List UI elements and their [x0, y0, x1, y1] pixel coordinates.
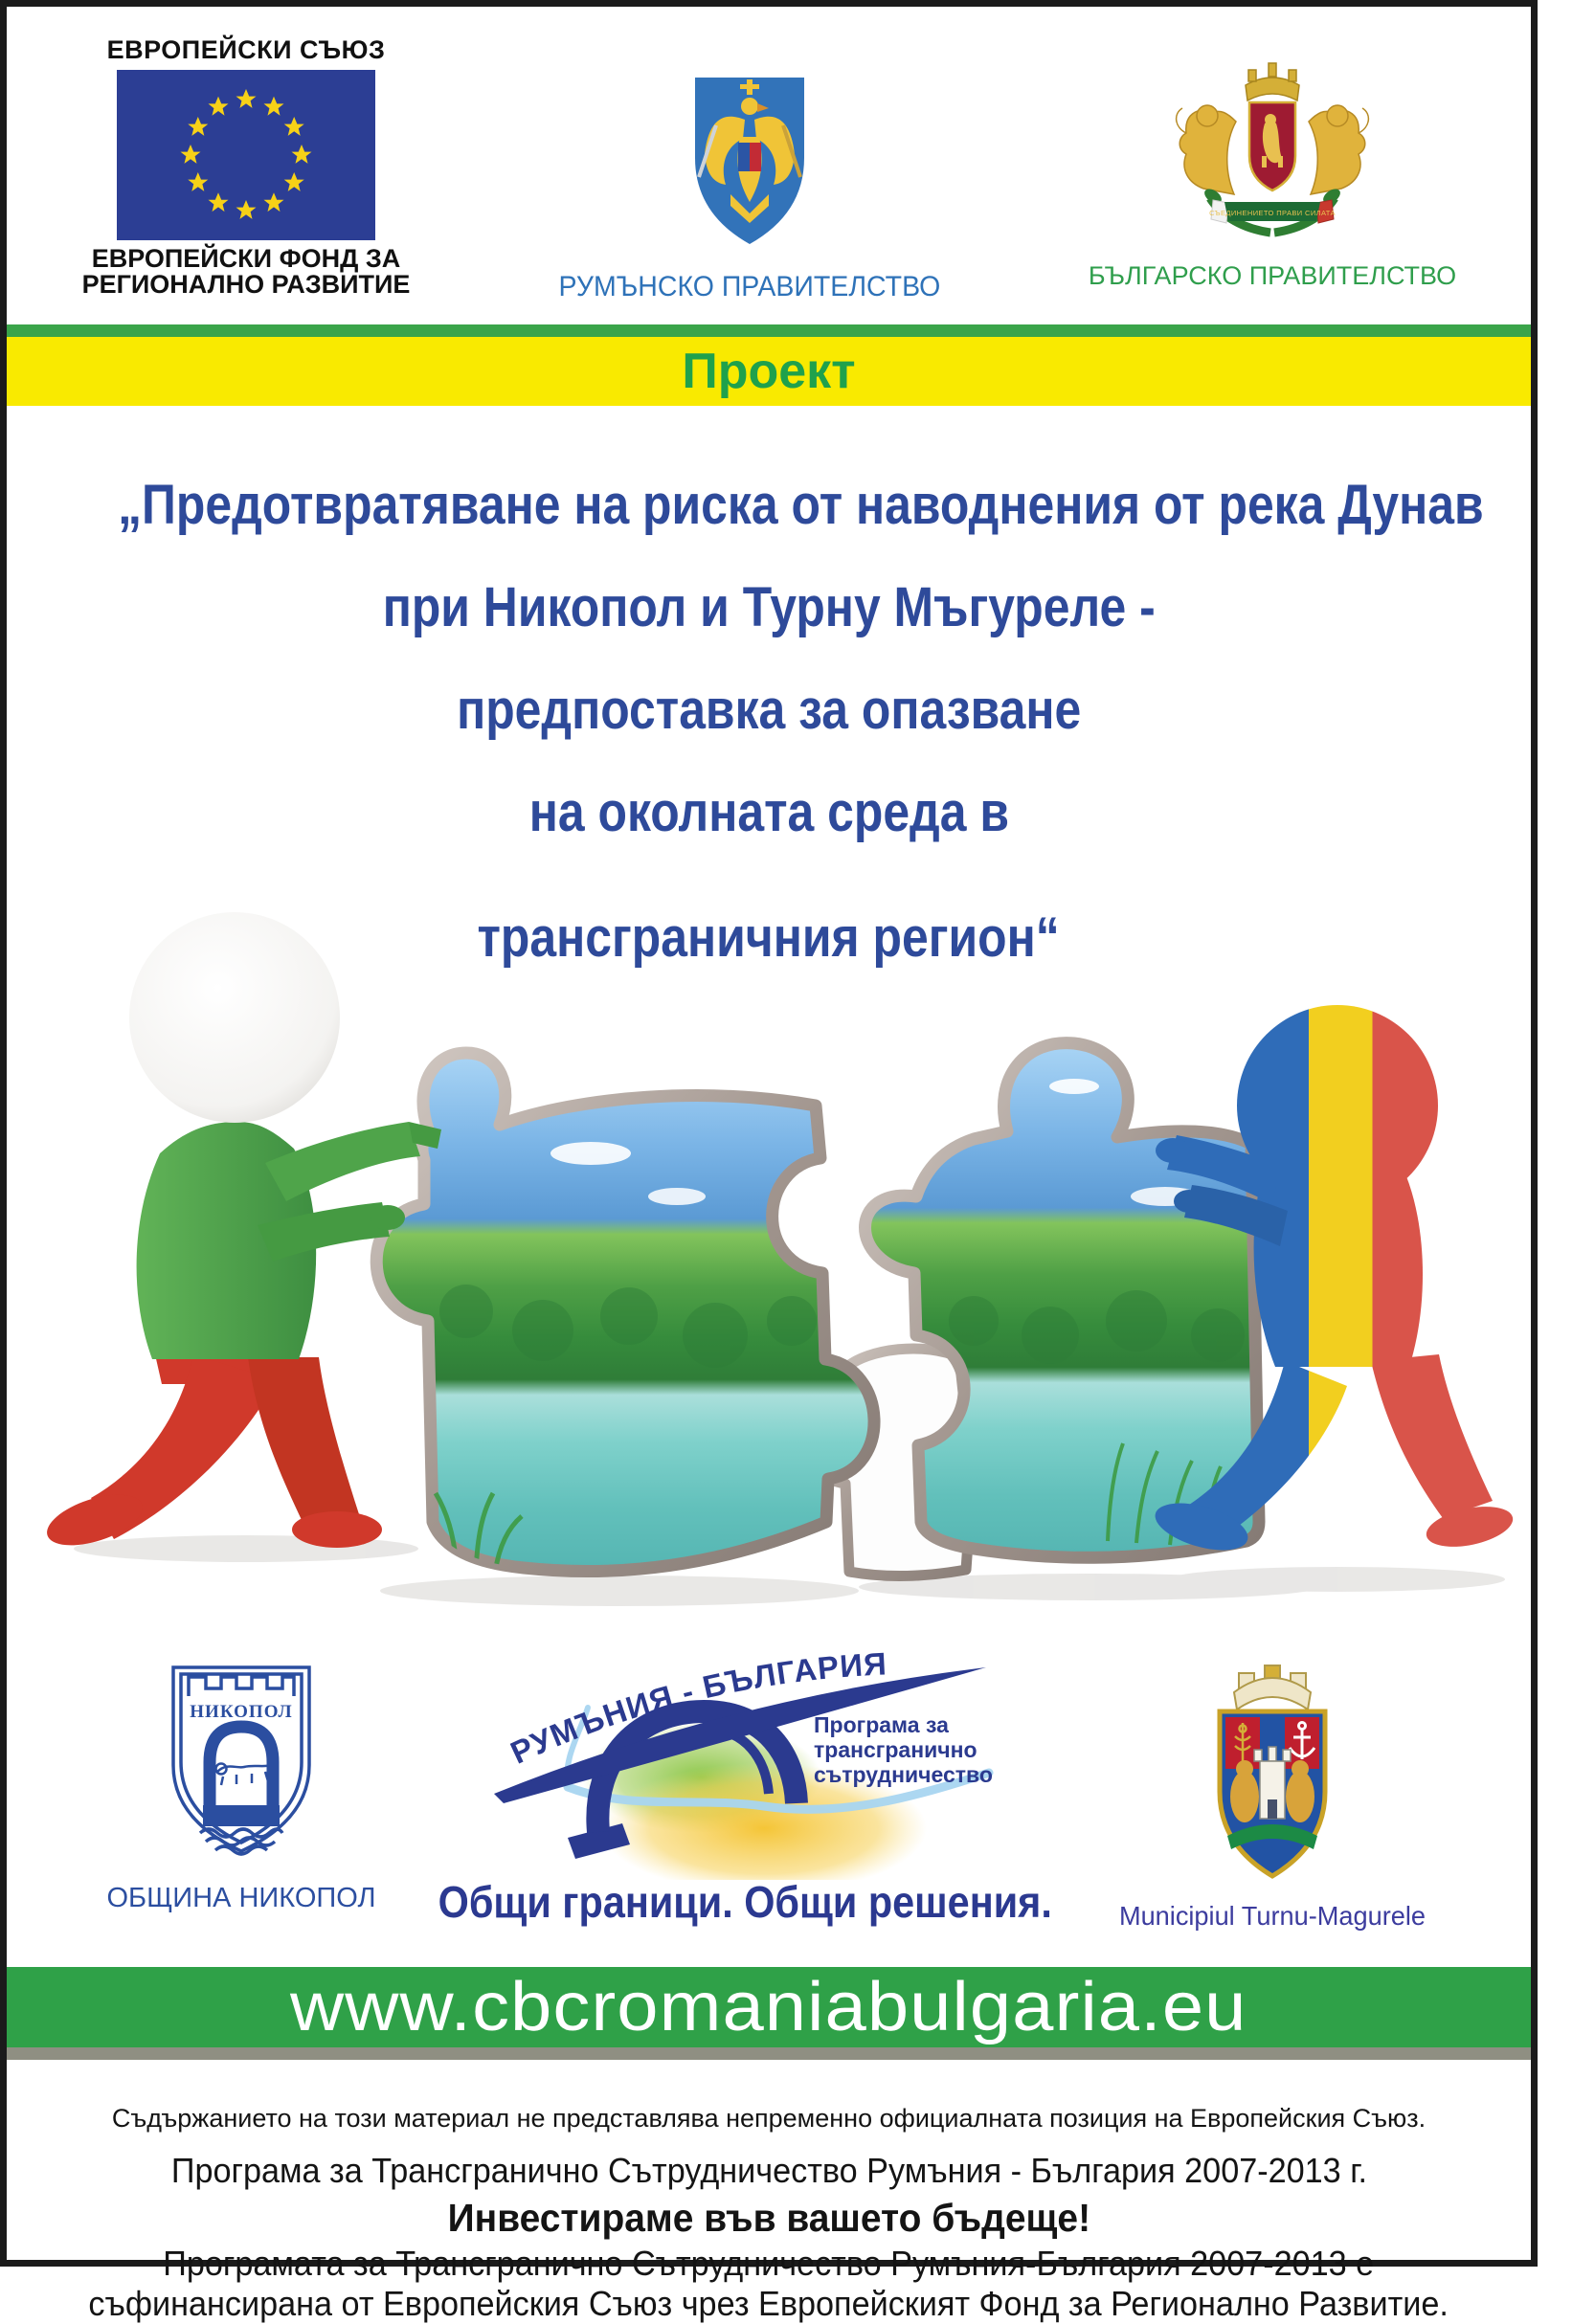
puzzle-illustration — [7, 906, 1531, 1637]
nikopol-coat-of-arms — [160, 1662, 323, 1858]
bulgarian-government-label: БЪЛГАРСКО ПРАВИТЕЛСТВО — [1088, 261, 1457, 290]
title-line-2: при Никопол и Турну Мъгуреле - — [382, 576, 1156, 638]
nikopol-label: ОБЩИНА НИКОПОЛ — [106, 1883, 376, 1913]
bulgaria-figure — [41, 912, 441, 1555]
nikopol-shield-text: НИКОПОЛ — [190, 1702, 293, 1722]
gray-divider-strip — [7, 2047, 1531, 2060]
bulgarian-motto-text: СЪЕДИНЕНИЕТО ПРАВИ СИЛАТА — [1209, 209, 1336, 217]
program-arc-label: РУМЪНИЯ - БЪЛГАРИЯ — [505, 1645, 888, 1771]
website-url: www.cbcromaniabulgaria.eu — [290, 1969, 1247, 2045]
ground-shadows — [74, 1535, 1505, 1606]
program-slogan: Общи граници. Общи решения. — [438, 1877, 1052, 1927]
turnu-magurele-coat-of-arms — [1191, 1648, 1354, 1888]
footer-funding-line-2: съфинансирана от Европейския Съюз чрез Европейският Фонд за Регионално Развитие. — [88, 2284, 1449, 2323]
program-subtitle-1: Програма за — [814, 1712, 949, 1737]
turnu-magurele-block — [1095, 1637, 1449, 1967]
footer-disclaimer: Съдържанието на този материал не представлява непременно официалната позиция на Европейския Съюз. — [111, 2104, 1427, 2133]
project-banner-label: Проект — [682, 344, 856, 399]
eu-union-label: ЕВРОПЕЙСКИ СЪЮЗ — [106, 35, 386, 64]
footer-slogan: Инвестираме във вашето бъдеще! — [447, 2196, 1090, 2240]
footer-text — [7, 2060, 1531, 2324]
right-puzzle-piece — [865, 1043, 1260, 1558]
romanian-government-label: РУМЪНСКО ПРАВИТЕЛСТВО — [558, 271, 941, 302]
green-divider-strip — [7, 324, 1531, 337]
cbc-program-block — [438, 1637, 1051, 1967]
project-title — [7, 406, 1531, 909]
program-subtitle-3: сътрудничество — [814, 1762, 993, 1787]
romanian-government-block — [549, 7, 951, 324]
title-line-3: предпоставка за опазване — [456, 679, 1082, 741]
header-logos — [7, 7, 1531, 324]
program-subtitle-2: трансгранично — [814, 1737, 977, 1762]
romania-figure-head — [1237, 1005, 1438, 1206]
eu-flag-icon — [117, 70, 375, 240]
cbc-program-logo — [477, 1639, 1013, 1880]
title-line-5: трансграничния регион“ — [477, 906, 1061, 969]
footer-program-line: Програма за Трансгранично Сътрудничество Румъния - България 2007-2013 г. — [170, 2151, 1367, 2190]
partner-logos — [7, 1637, 1531, 1967]
nikopol-block — [88, 1637, 394, 1967]
eu-logo-block — [59, 7, 433, 324]
puzzle-scene-image — [7, 906, 1544, 1637]
footer-funding-line-1: Програмата за Трансгранично Сътрудничество Румъния-България 2007-2013 е — [163, 2244, 1375, 2283]
title-line-1: „Предотвратяване на риска от наводнения от река Дунав — [118, 474, 1484, 536]
romanian-coat-of-arms — [687, 70, 812, 252]
bulgarian-coat-of-arms — [1157, 56, 1387, 248]
project-banner — [7, 337, 1531, 406]
eu-fund-label: ЕВРОПЕЙСКИ ФОНД ЗА РЕГИОНАЛНО РАЗВИТИЕ — [81, 244, 411, 299]
bulgarian-government-block — [1067, 7, 1478, 324]
turnu-magurele-label: Municipiul Turnu-Magurele — [1118, 1901, 1427, 1931]
title-line-4: на околната среда в — [528, 781, 1009, 843]
website-banner — [7, 1967, 1531, 2047]
